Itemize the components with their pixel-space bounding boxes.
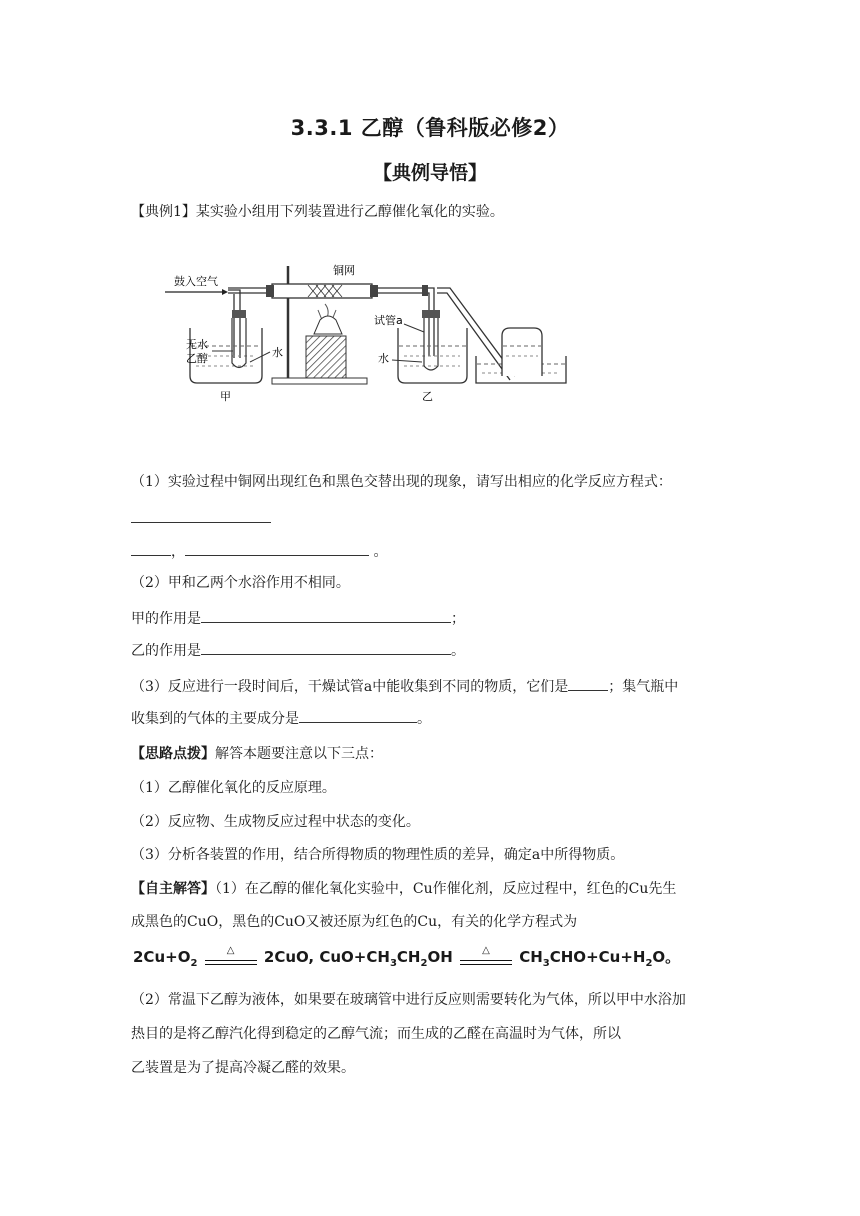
answer-tag: 【自主解答】 [131,881,215,897]
example-tag: 【典例1】 [131,204,196,220]
ethanol-label-2: 乙醇 [186,352,208,365]
answer-line-4: 热目的是将乙醇汽化得到稳定的乙醇气流；而生成的乙醛在高温时为气体，所以 [131,1026,621,1042]
label-yi: 乙 [422,390,433,403]
eq-part-1: 2Cu+O [133,948,191,966]
answer-blank-1[interactable] [131,508,271,529]
heat-arrow-2 [458,945,514,969]
question-3-line2 [131,708,431,729]
eq-sub-3: 2 [420,958,428,969]
page-title: 3.3.1 乙醇（鲁科版必修2） [290,116,570,140]
hint-item-2: （2）反应物、生成物反应过程中状态的变化。 [131,814,420,830]
tube-a-label: 试管a [374,314,403,327]
q3-text-b: ；集气瓶中 [608,679,679,695]
water-label-yi: 水 [378,352,389,365]
hint-tag: 【思路点拨】 [131,746,215,762]
eq-sub-1: 2 [190,958,198,969]
label-jia: 甲 [220,390,231,403]
question-3 [131,676,678,697]
air-label: 鼓入空气 [174,275,218,288]
q3-line2-end: 。 [417,711,431,727]
eq-sub-2: 3 [389,958,397,969]
yi-blank[interactable] [201,640,451,655]
eq-sub-6: 2 [645,958,653,969]
heat-triangle-icon: △ [226,945,235,956]
jia-end: ； [451,611,465,627]
period: 。 [373,544,388,560]
q3-blank-1[interactable] [568,676,608,691]
eq-part-3: CH [396,948,421,966]
hint-item-3: （3）分析各装置的作用，结合所得物质的物理性质的差异，确定a中所得物质。 [131,847,625,863]
heat-triangle-icon: △ [482,945,490,956]
jia-row [131,608,465,629]
heat-arrow-1 [203,945,259,969]
hint-text: 解答本题要注意以下三点： [215,746,383,762]
chemical-equation [133,946,680,969]
hint-item-1: （1）乙醇催化氧化的反应原理。 [131,780,336,796]
ethanol-label-1: 无水 [186,338,208,351]
yi-row [131,640,465,661]
yi-prefix: 乙的作用是 [131,643,201,659]
eq-part-2: 2CuO, CuO+CH [263,948,390,966]
eq-part-5: CH [519,948,543,966]
q3-blank-2[interactable] [299,708,417,723]
eq-part-4: OH [427,948,453,966]
copper-mesh-label: 铜网 [333,264,355,277]
yi-end: 。 [451,643,465,659]
answer-line-3: （2）常温下乙醇为液体，如果要在玻璃管中进行反应则需要转化为气体，所以甲中水浴加 [131,992,686,1008]
eq-part-7: O。 [652,948,681,966]
hint-line [131,744,383,764]
example-line [131,202,504,222]
example-text: 某实验小组用下列装置进行乙醇催化氧化的实验。 [195,204,504,220]
answer-blank-row [131,541,387,562]
apparatus-diagram [160,248,600,408]
separator: ， [171,544,185,560]
question-2: （2）甲和乙两个水浴作用不相同。 [131,575,350,591]
answer-line-5: 乙装置是为了提高冷凝乙醛的效果。 [131,1060,355,1076]
q3-line2-prefix: 收集到的气体的主要成分是 [131,711,299,727]
jia-blank[interactable] [201,608,451,623]
question-1: （1）实验过程中铜网出现红色和黑色交替出现的现象，请写出相应的化学反应方程式： [131,474,672,490]
water-label-jia: 水 [272,346,283,359]
answer-text-1: （1）在乙醇的催化氧化实验中，Cu作催化剂，反应过程中，红色的Cu先生 [215,881,677,897]
section-heading: 【典例导悟】 [372,162,487,184]
eq-sub-5: 3 [542,958,550,969]
answer-line-1 [131,879,676,899]
answer-blank-3[interactable] [185,541,369,556]
q3-text-a: （3）反应进行一段时间后，干燥试管a中能收集到不同的物质，它们是 [131,679,569,695]
jia-prefix: 甲的作用是 [131,611,201,627]
answer-blank-2[interactable] [131,541,171,556]
answer-line-2: 成黑色的CuO，黑色的CuO又被还原为红色的Cu，有关的化学方程式为 [131,914,578,930]
eq-part-6: CHO+Cu+H [549,948,646,966]
